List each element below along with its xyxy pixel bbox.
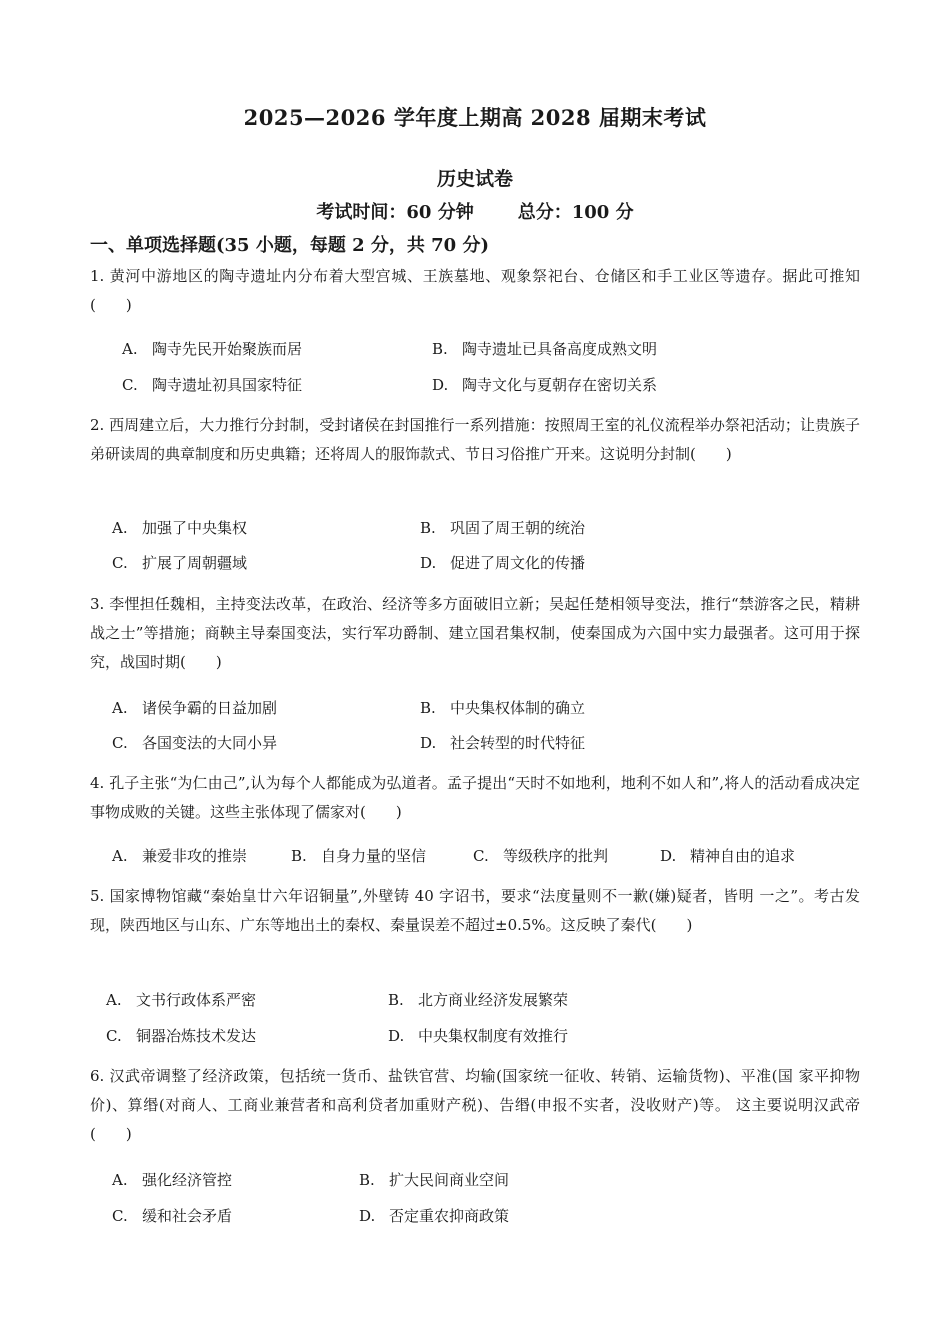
option-c: C. 铜器冶炼技术发达: [106, 1027, 257, 1045]
option-b: B. 陶寺遗址已具备高度成熟文明: [432, 340, 658, 358]
question-stem: 2. 西周建立后，大力推行分封制，受封诸侯在封国推行一系列措施：按照周王室的礼仪流程举办祭祀活动；让贵族子弟研读周的典章制度和历史典籍；还将周人的服饰款式、节日习俗推广开来。这说明分封制( ): [90, 416, 860, 463]
question-stem: 6. 汉武帝调整了经济政策，包括统一货币、盐铁官营、均输(国家统一征收、转销、运输货物)、平准(国 家平抑物价)、算缗(对商人、工商业兼营者和高利贷者加重财产税)、告缗(申报不实者，没收财产)等。 这主要说明汉武帝( ): [90, 1067, 860, 1143]
exam-subject: 历史试卷: [436, 168, 513, 190]
option-b: B. 扩大民间商业空间: [359, 1171, 510, 1189]
option-d: D. 促进了周文化的传播: [420, 554, 586, 572]
option-a: A. 加强了中央集权: [112, 519, 248, 537]
option-c: C. 各国变法的大同小异: [112, 734, 278, 752]
option-b: B. 自身力量的坚信: [291, 847, 427, 865]
question-stem: 5. 国家博物馆藏“秦始皇廿六年诏铜量”,外壁铸 40 字诏书，要求“法度量则不一歉(嫌)疑者，皆明 一之”。考古发现，陕西地区与山东、广东等地出土的秦权、秦量误差不超过±0.5%。这反映了秦代( ): [90, 887, 860, 934]
exam-score: 总分：100 分: [517, 202, 634, 223]
exam-title: 2025—2026 学年度上期高 2028 届期末考试: [243, 105, 707, 130]
section-title: 一、单项选择题(35 小题，每题 2 分，共 70 分): [90, 235, 489, 256]
option-d: D. 中央集权制度有效推行: [388, 1027, 569, 1045]
option-d: D. 社会转型的时代特征: [420, 734, 586, 752]
exam-time: 考试时间：60 分钟: [316, 202, 474, 223]
option-c: C. 扩展了周朝疆域: [112, 554, 248, 572]
option-a: A. 诸侯争霸的日益加剧: [112, 699, 278, 717]
option-a: A. 强化经济管控: [112, 1171, 233, 1189]
option-d: D. 否定重农抑商政策: [359, 1207, 510, 1225]
option-d: D. 精神自由的追求: [660, 847, 796, 865]
option-c: C. 缓和社会矛盾: [112, 1207, 233, 1225]
option-a: A. 文书行政体系严密: [106, 991, 257, 1009]
question-stem: 1. 黄河中游地区的陶寺遗址内分布着大型宫城、王族墓地、观象祭祀台、仓储区和手工业区等遗存。据此可推知( ): [90, 267, 860, 314]
option-a: A. 兼爱非攻的推崇: [112, 847, 248, 865]
option-c: C. 等级秩序的批判: [473, 847, 609, 865]
question-stem: 4. 孔子主张“为仁由己”,认为每个人都能成为弘道者。孟子提出“天时不如地利，地利不如人和”,将人的活动看成决定事物成败的关键。这些主张体现了儒家对( ): [90, 774, 860, 821]
option-d: D. 陶寺文化与夏朝存在密切关系: [432, 376, 658, 394]
option-c: C. 陶寺遗址初具国家特征: [122, 376, 303, 394]
exam-meta: [0, 198, 950, 224]
option-b: B. 北方商业经济发展繁荣: [388, 991, 569, 1009]
option-b: B. 中央集权体制的确立: [420, 699, 586, 717]
question-stem: 3. 李悝担任魏相，主持变法改革，在政治、经济等多方面破旧立新；吴起任楚相领导变法，推行“禁游客之民，精耕战之士”等措施；商鞅主导秦国变法，实行军功爵制、建立国君集权制，使秦国成为六国中实力最强者。这可用于探究，战国时期( ): [90, 595, 860, 671]
option-b: B. 巩固了周王朝的统治: [420, 519, 586, 537]
option-a: A. 陶寺先民开始聚族而居: [122, 340, 303, 358]
